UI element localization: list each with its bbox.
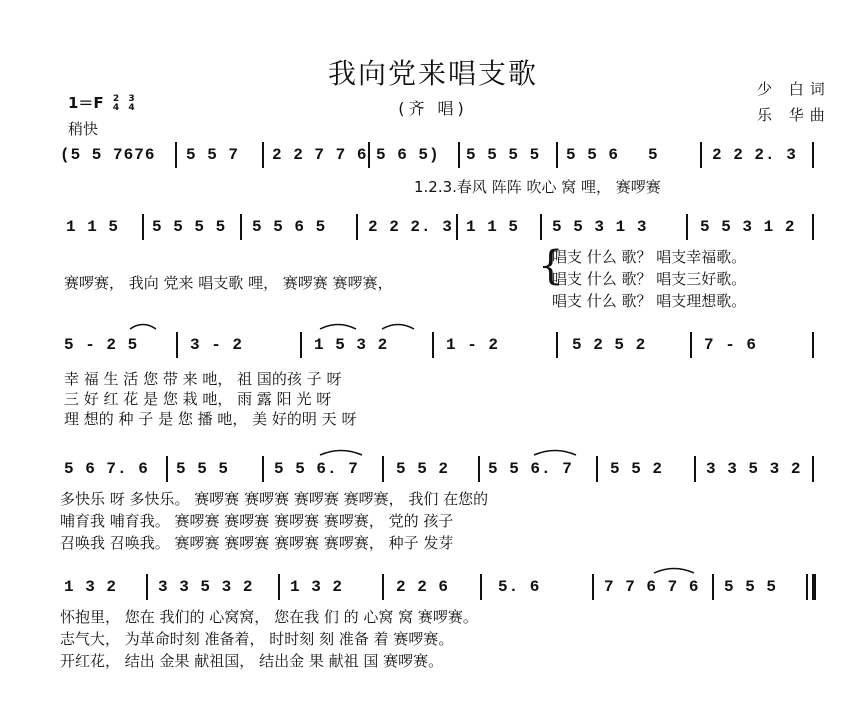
measure: 5 5 5 <box>176 460 230 478</box>
measure: 5 2 5 2 <box>572 336 647 354</box>
lyric-line: 哺育我 哺育我。 赛啰赛 赛啰赛 赛啰赛 赛啰赛， 党的 孩子 <box>60 512 454 530</box>
lyric-line: 多快乐 呀 多快乐。 赛啰赛 赛啰赛 赛啰赛 赛啰赛， 我们 在您的 <box>60 490 489 508</box>
measure: 7 - 6 <box>704 336 758 354</box>
measure: 5 5 5 5 <box>466 146 541 164</box>
lyric-line: 志气大， 为革命时刻 准备着， 时时刻 刻 准备 着 赛啰赛。 <box>60 630 454 648</box>
verse-line-1: 唱支 什么 歌？ 唱支幸福歌。 <box>552 248 747 266</box>
measure: 5 - 2 5 <box>64 336 139 354</box>
measure: 1 5 3 2 <box>314 336 389 354</box>
measure: 5 5 3 1 3 <box>552 218 648 236</box>
lyric-line: 召唤我 召唤我。 赛啰赛 赛啰赛 赛啰赛 赛啰赛， 种子 发芽 <box>60 534 454 552</box>
measure: 5 6 7. 6 <box>64 460 149 478</box>
measure: 2 2 6 <box>396 578 450 596</box>
time-signature-a: 2 4 <box>112 93 120 113</box>
measure: 5 5 7 <box>186 146 240 164</box>
measure: 5 5 2 <box>396 460 450 478</box>
measure: 5. 6 <box>498 578 541 596</box>
lyricist-credit: 少 白词 <box>757 80 831 98</box>
time-signature-b: 3 4 <box>128 93 135 113</box>
measure: 2 2 7 7 6 <box>272 146 368 164</box>
lyric-line: 1.2.3.春风 阵阵 吹心 窝 哩， 赛啰赛 <box>414 178 661 196</box>
measure: 5 5 5 5 <box>152 218 227 236</box>
measure: 5 5 6 <box>566 146 620 164</box>
measure: 7 7 6 7 6 <box>604 578 700 596</box>
key-label: 1＝F <box>68 94 104 112</box>
measure: 2 2 2. 3 <box>712 146 797 164</box>
composer-credit: 乐 华曲 <box>757 106 831 124</box>
measure: 5 5 6 5 <box>252 218 327 236</box>
tempo-marking: 稍快 <box>68 120 99 138</box>
verse-line-2: 唱支 什么 歌？ 唱支三好歌。 <box>552 270 747 288</box>
measure: 5 6 5) <box>376 146 440 164</box>
verse-brace: { <box>538 243 564 289</box>
measure: 3 - 2 <box>190 336 244 354</box>
measure: 2 2 2. 3 <box>368 218 453 236</box>
measure: 5 5 6. 7 <box>488 460 573 478</box>
verse-line-3: 唱支 什么 歌？ 唱支理想歌。 <box>552 292 747 310</box>
measure: 5 5 3 1 2 <box>700 218 796 236</box>
song-title: 我向党来唱支歌 <box>327 57 538 90</box>
measure: 3 3 5 3 2 <box>158 578 254 596</box>
lyric-line: 三 好 红 花 是 您 栽 吔， 雨 露 阳 光 呀 <box>64 390 332 408</box>
measure: 1 3 2 <box>290 578 344 596</box>
lyric-line: 幸 福 生 活 您 带 来 吔， 祖 国的孩 子 呀 <box>64 370 342 388</box>
lyric-line: 理 想的 种 子 是 您 播 吔， 美 好的明 天 呀 <box>64 410 357 428</box>
key-signature <box>68 92 135 113</box>
measure: 5 <box>648 146 659 164</box>
lyric-line: 赛啰赛， 我向 党来 唱支歌 哩， 赛啰赛 赛啰赛， <box>64 274 393 292</box>
performance-type: (齐 唱) <box>398 99 468 118</box>
measure: 1 3 2 <box>64 578 118 596</box>
measure: 1 1 5 <box>466 218 520 236</box>
final-barline <box>812 574 816 600</box>
measure: (5 5 7676 <box>60 146 156 164</box>
measure: 3 3 5 3 2 <box>706 460 802 478</box>
measure: 5 5 2 <box>610 460 664 478</box>
measure: 1 1 5 <box>66 218 120 236</box>
lyric-line: 开红花， 结出 金果 献祖国， 结出金 果 献祖 国 赛啰赛。 <box>60 652 444 670</box>
measure: 5 5 5 <box>724 578 778 596</box>
measure: 1 - 2 <box>446 336 500 354</box>
lyric-line: 怀抱里， 您在 我们的 心窝窝， 您在我 们 的 心窝 窝 赛啰赛。 <box>60 608 478 626</box>
measure: 5 5 6. 7 <box>274 460 359 478</box>
